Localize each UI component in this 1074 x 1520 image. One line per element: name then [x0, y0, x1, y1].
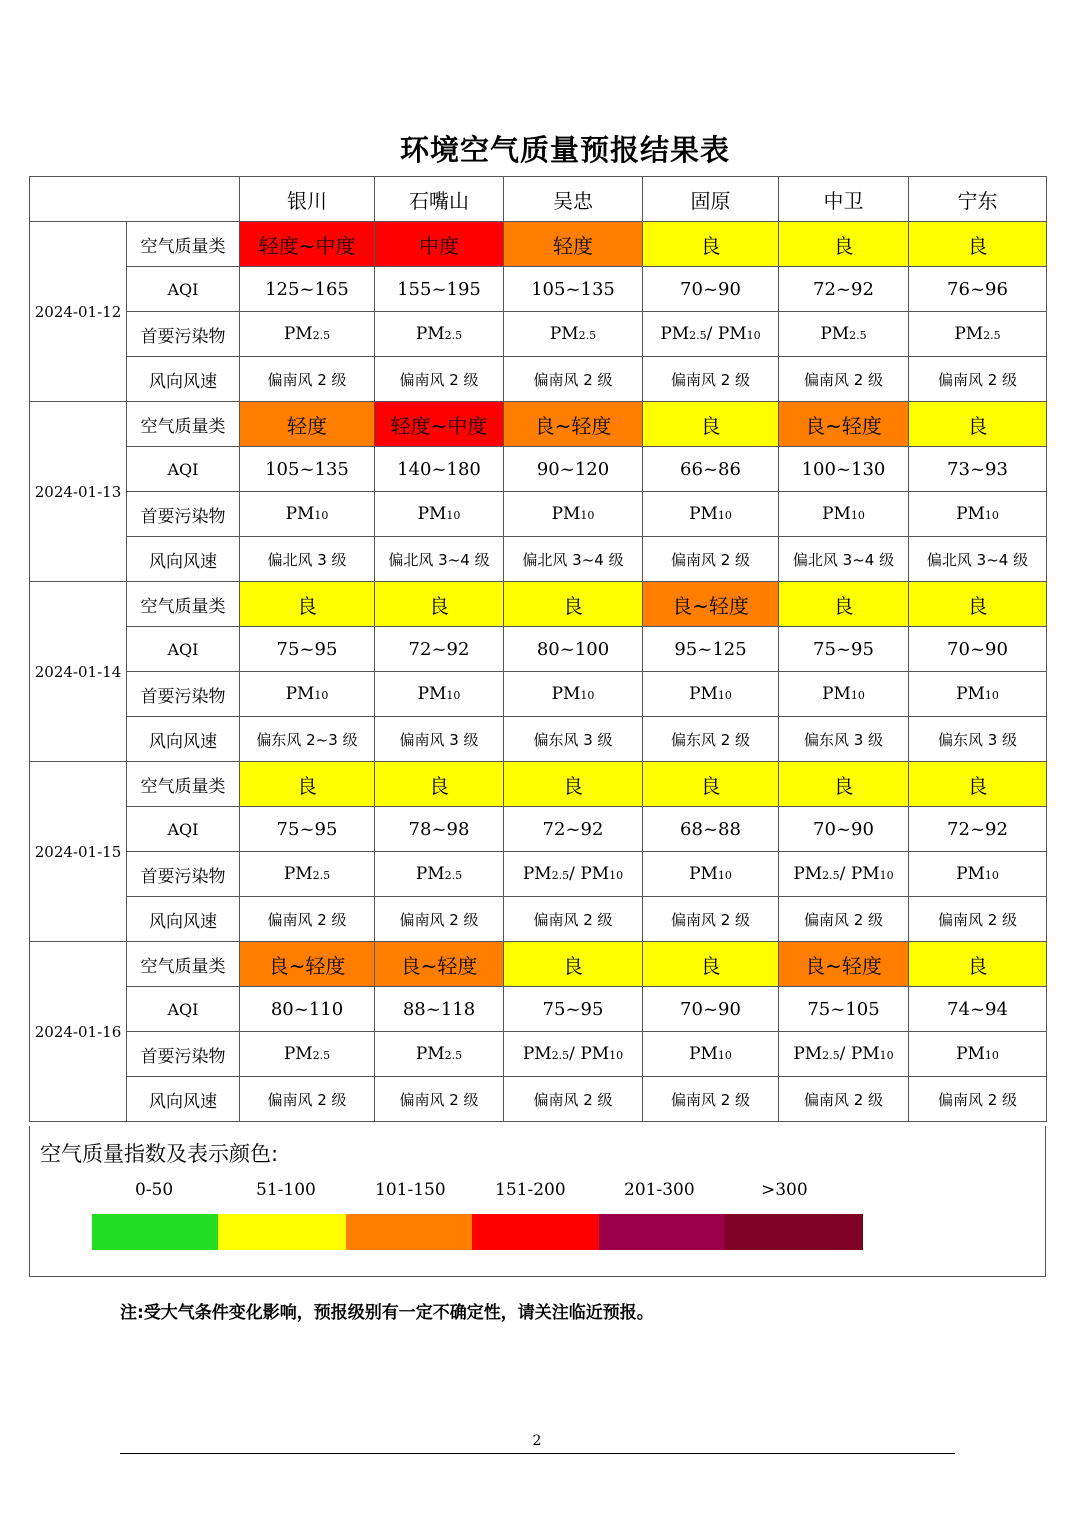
- pollutant-cell: PM10: [643, 492, 779, 537]
- row-category: [30, 942, 1047, 987]
- quality-category-cell: 良: [375, 762, 504, 807]
- row-aqi: [30, 267, 1047, 312]
- pollutant-cell: PM10: [504, 672, 643, 717]
- quality-category-cell: 良: [504, 582, 643, 627]
- header-corner: [30, 177, 240, 222]
- row-category: [30, 402, 1047, 447]
- aqi-cell: 80~100: [504, 627, 643, 672]
- city-header: 银川: [240, 177, 375, 222]
- row-wind: [30, 537, 1047, 582]
- pollutant-cell: PM2.5: [375, 312, 504, 357]
- row-label-category: 空气质量类: [127, 942, 240, 987]
- aqi-cell: 75~95: [240, 807, 375, 852]
- legend-color-swatch: [218, 1214, 346, 1250]
- quality-category-cell: 良: [909, 762, 1047, 807]
- row-label-pollutant: 首要污染物: [127, 672, 240, 717]
- forecast-date: 2024-01-16: [30, 942, 127, 1122]
- page-number: 2: [532, 1433, 542, 1449]
- legend-range-label: 51-100: [256, 1180, 316, 1200]
- pollutant-cell: PM10: [240, 672, 375, 717]
- legend-color-swatch: [599, 1214, 725, 1250]
- wind-cell: 偏东风 2~3 级: [240, 717, 375, 762]
- pollutant-cell: PM10: [240, 492, 375, 537]
- wind-cell: 偏南风 2 级: [779, 897, 909, 942]
- aqi-cell: 68~88: [643, 807, 779, 852]
- aqi-cell: 105~135: [504, 267, 643, 312]
- wind-cell: 偏南风 2 级: [375, 357, 504, 402]
- row-pollutant: [30, 852, 1047, 897]
- forecast-date: 2024-01-13: [30, 402, 127, 582]
- wind-cell: 偏东风 3 级: [779, 717, 909, 762]
- aqi-cell: 73~93: [909, 447, 1047, 492]
- row-label-aqi: AQI: [127, 807, 240, 852]
- row-wind: [30, 897, 1047, 942]
- row-aqi: [30, 627, 1047, 672]
- wind-cell: 偏南风 2 级: [240, 897, 375, 942]
- pollutant-cell: PM10: [909, 672, 1047, 717]
- row-label-wind: 风向风速: [127, 537, 240, 582]
- header-row: [30, 177, 1047, 222]
- aqi-cell: 72~92: [909, 807, 1047, 852]
- wind-cell: 偏南风 2 级: [779, 1077, 909, 1122]
- row-label-category: 空气质量类: [127, 582, 240, 627]
- legend-range-label: >300: [761, 1180, 808, 1200]
- row-label-category: 空气质量类: [127, 402, 240, 447]
- legend-color-swatch: [472, 1214, 599, 1250]
- aqi-cell: 140~180: [375, 447, 504, 492]
- pollutant-cell: PM2.5: [504, 312, 643, 357]
- quality-category-cell: 良: [643, 222, 779, 267]
- row-label-aqi: AQI: [127, 987, 240, 1032]
- aqi-cell: 90~120: [504, 447, 643, 492]
- quality-category-cell: 中度: [375, 222, 504, 267]
- wind-cell: 偏东风 3 级: [909, 717, 1047, 762]
- quality-category-cell: 良~轻度: [779, 942, 909, 987]
- legend-range-label: 0-50: [135, 1180, 174, 1200]
- quality-category-cell: 良~轻度: [779, 402, 909, 447]
- wind-cell: 偏南风 2 级: [909, 897, 1047, 942]
- row-pollutant: [30, 312, 1047, 357]
- legend-range-label: 101-150: [375, 1180, 446, 1200]
- aqi-cell: 70~90: [643, 267, 779, 312]
- aqi-cell: 70~90: [909, 627, 1047, 672]
- pollutant-cell: PM10: [779, 672, 909, 717]
- quality-category-cell: 良~轻度: [240, 942, 375, 987]
- pollutant-cell: PM10: [779, 492, 909, 537]
- wind-cell: 偏南风 2 级: [504, 1077, 643, 1122]
- aqi-cell: 75~95: [240, 627, 375, 672]
- quality-category-cell: 轻度: [504, 222, 643, 267]
- row-category: [30, 762, 1047, 807]
- aqi-cell: 72~92: [504, 807, 643, 852]
- aqi-cell: 88~118: [375, 987, 504, 1032]
- row-label-pollutant: 首要污染物: [127, 492, 240, 537]
- row-wind: [30, 357, 1047, 402]
- wind-cell: 偏南风 3 级: [375, 717, 504, 762]
- quality-category-cell: 良~轻度: [643, 582, 779, 627]
- city-header: 中卫: [779, 177, 909, 222]
- forecast-date: 2024-01-12: [30, 222, 127, 402]
- wind-cell: 偏北风 3~4 级: [779, 537, 909, 582]
- quality-category-cell: 良: [779, 222, 909, 267]
- pollutant-cell: PM2.5: [779, 312, 909, 357]
- row-label-pollutant: 首要污染物: [127, 312, 240, 357]
- pollutant-cell: PM2.5/ PM10: [643, 312, 779, 357]
- row-label-wind: 风向风速: [127, 357, 240, 402]
- aqi-cell: 76~96: [909, 267, 1047, 312]
- aqi-cell: 70~90: [779, 807, 909, 852]
- legend-color-swatch: [725, 1214, 863, 1250]
- city-header: 宁东: [909, 177, 1047, 222]
- pollutant-cell: PM2.5/ PM10: [779, 852, 909, 897]
- quality-category-cell: 良: [909, 222, 1047, 267]
- legend-color-swatch: [92, 1214, 218, 1250]
- row-category: [30, 582, 1047, 627]
- wind-cell: 偏南风 2 级: [504, 897, 643, 942]
- row-label-wind: 风向风速: [127, 1077, 240, 1122]
- wind-cell: 偏南风 2 级: [643, 537, 779, 582]
- pollutant-cell: PM10: [909, 1032, 1047, 1077]
- quality-category-cell: 良: [504, 942, 643, 987]
- quality-category-cell: 良: [779, 762, 909, 807]
- pollutant-cell: PM10: [375, 672, 504, 717]
- wind-cell: 偏南风 2 级: [375, 897, 504, 942]
- quality-category-cell: 良: [643, 402, 779, 447]
- quality-category-cell: 良: [240, 762, 375, 807]
- row-category: [30, 222, 1047, 267]
- aqi-cell: 100~130: [779, 447, 909, 492]
- row-label-aqi: AQI: [127, 627, 240, 672]
- city-header: 石嘴山: [375, 177, 504, 222]
- quality-category-cell: 良: [240, 582, 375, 627]
- quality-category-cell: 良~轻度: [504, 402, 643, 447]
- row-aqi: [30, 807, 1047, 852]
- aqi-cell: 72~92: [375, 627, 504, 672]
- page-title: 环境空气质量预报结果表: [399, 133, 730, 167]
- pollutant-cell: PM2.5/ PM10: [504, 852, 643, 897]
- quality-category-cell: 良: [375, 582, 504, 627]
- pollutant-cell: PM10: [909, 852, 1047, 897]
- aqi-cell: 70~90: [643, 987, 779, 1032]
- forecast-date: 2024-01-15: [30, 762, 127, 942]
- wind-cell: 偏北风 3~4 级: [375, 537, 504, 582]
- aqi-cell: 155~195: [375, 267, 504, 312]
- wind-cell: 偏南风 2 级: [643, 357, 779, 402]
- quality-category-cell: 良: [909, 942, 1047, 987]
- pollutant-cell: PM10: [643, 672, 779, 717]
- pollutant-cell: PM10: [504, 492, 643, 537]
- aqi-legend: [29, 1126, 1046, 1277]
- legend-color-swatch: [346, 1214, 472, 1250]
- pollutant-cell: PM2.5: [240, 312, 375, 357]
- forecast-note: 注:受大气条件变化影响，预报级别有一定不确定性，请关注临近预报。: [120, 1303, 654, 1323]
- row-label-wind: 风向风速: [127, 897, 240, 942]
- aqi-cell: 66~86: [643, 447, 779, 492]
- quality-category-cell: 良: [643, 762, 779, 807]
- wind-cell: 偏南风 2 级: [643, 897, 779, 942]
- quality-category-cell: 轻度: [240, 402, 375, 447]
- row-label-aqi: AQI: [127, 267, 240, 312]
- aqi-cell: 75~95: [504, 987, 643, 1032]
- pollutant-cell: PM2.5: [240, 1032, 375, 1077]
- row-label-pollutant: 首要污染物: [127, 852, 240, 897]
- pollutant-cell: PM2.5: [375, 852, 504, 897]
- quality-category-cell: 轻度~中度: [375, 402, 504, 447]
- quality-category-cell: 良: [643, 942, 779, 987]
- wind-cell: 偏南风 2 级: [909, 1077, 1047, 1122]
- wind-cell: 偏南风 2 级: [240, 1077, 375, 1122]
- row-label-aqi: AQI: [127, 447, 240, 492]
- city-header: 吴忠: [504, 177, 643, 222]
- legend-title: 空气质量指数及表示颜色:: [40, 1142, 279, 1166]
- wind-cell: 偏北风 3~4 级: [504, 537, 643, 582]
- footer-divider: [120, 1453, 955, 1454]
- aqi-cell: 72~92: [779, 267, 909, 312]
- row-label-pollutant: 首要污染物: [127, 1032, 240, 1077]
- wind-cell: 偏南风 2 级: [375, 1077, 504, 1122]
- pollutant-cell: PM10: [375, 492, 504, 537]
- quality-category-cell: 良: [909, 582, 1047, 627]
- quality-category-cell: 良~轻度: [375, 942, 504, 987]
- aqi-cell: 105~135: [240, 447, 375, 492]
- wind-cell: 偏北风 3 级: [240, 537, 375, 582]
- wind-cell: 偏南风 2 级: [504, 357, 643, 402]
- row-label-category: 空气质量类: [127, 762, 240, 807]
- aqi-cell: 75~105: [779, 987, 909, 1032]
- forecast-table: [29, 176, 1047, 1122]
- row-aqi: [30, 447, 1047, 492]
- pollutant-cell: PM10: [909, 492, 1047, 537]
- wind-cell: 偏南风 2 级: [240, 357, 375, 402]
- pollutant-cell: PM2.5/ PM10: [504, 1032, 643, 1077]
- pollutant-cell: PM2.5: [240, 852, 375, 897]
- wind-cell: 偏南风 2 级: [909, 357, 1047, 402]
- pollutant-cell: PM2.5: [375, 1032, 504, 1077]
- city-header: 固原: [643, 177, 779, 222]
- wind-cell: 偏南风 2 级: [643, 1077, 779, 1122]
- row-wind: [30, 1077, 1047, 1122]
- aqi-cell: 125~165: [240, 267, 375, 312]
- aqi-cell: 80~110: [240, 987, 375, 1032]
- pollutant-cell: PM10: [643, 852, 779, 897]
- row-aqi: [30, 987, 1047, 1032]
- pollutant-cell: PM2.5: [909, 312, 1047, 357]
- row-wind: [30, 717, 1047, 762]
- row-pollutant: [30, 492, 1047, 537]
- legend-range-label: 151-200: [495, 1180, 566, 1200]
- pollutant-cell: PM2.5/ PM10: [779, 1032, 909, 1077]
- aqi-cell: 95~125: [643, 627, 779, 672]
- wind-cell: 偏北风 3~4 级: [909, 537, 1047, 582]
- quality-category-cell: 良: [504, 762, 643, 807]
- row-label-wind: 风向风速: [127, 717, 240, 762]
- wind-cell: 偏东风 3 级: [504, 717, 643, 762]
- wind-cell: 偏南风 2 级: [779, 357, 909, 402]
- forecast-date: 2024-01-14: [30, 582, 127, 762]
- wind-cell: 偏东风 2 级: [643, 717, 779, 762]
- aqi-cell: 75~95: [779, 627, 909, 672]
- quality-category-cell: 良: [909, 402, 1047, 447]
- aqi-cell: 74~94: [909, 987, 1047, 1032]
- aqi-cell: 78~98: [375, 807, 504, 852]
- legend-range-label: 201-300: [624, 1180, 695, 1200]
- pollutant-cell: PM10: [643, 1032, 779, 1077]
- row-label-category: 空气质量类: [127, 222, 240, 267]
- quality-category-cell: 轻度~中度: [240, 222, 375, 267]
- row-pollutant: [30, 1032, 1047, 1077]
- quality-category-cell: 良: [779, 582, 909, 627]
- row-pollutant: [30, 672, 1047, 717]
